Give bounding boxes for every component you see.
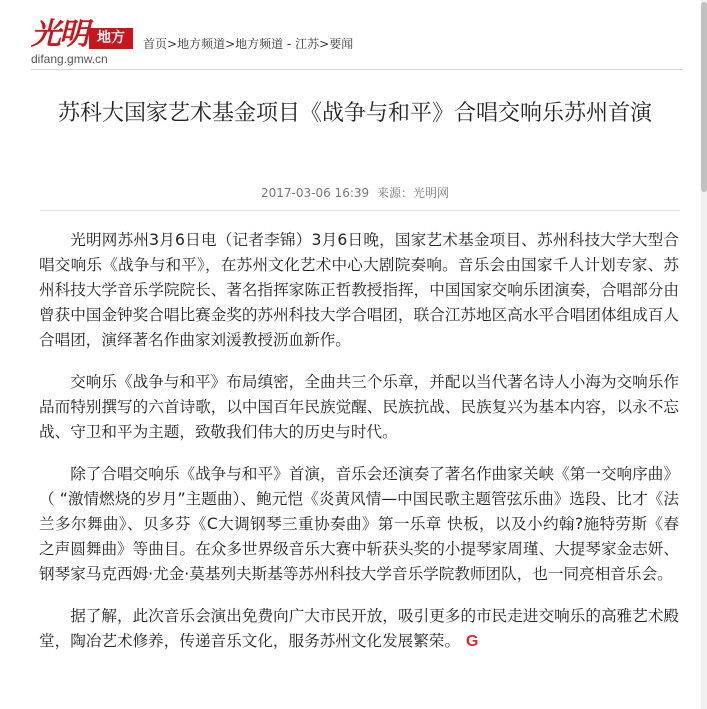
breadcrumb [143, 36, 353, 52]
breadcrumb-separator: > [167, 37, 178, 51]
breadcrumb-news[interactable]: 要闻 [329, 37, 354, 51]
logo-domain: difang.gmw.cn [31, 52, 108, 66]
article-body [39, 228, 679, 671]
page-scrollbar[interactable] [701, 0, 707, 709]
meta-divider [40, 210, 680, 211]
breadcrumb-home[interactable]: 首页 [143, 37, 168, 51]
header-divider [31, 69, 682, 70]
breadcrumb-separator: > [319, 37, 330, 51]
breadcrumb-jiangsu[interactable]: 地方频道 - 江苏 [235, 37, 320, 51]
logo-channel-badge: 地方 [89, 28, 133, 49]
site-logo[interactable] [31, 18, 135, 66]
article-title: 苏科大国家艺术基金项目《战争与和平》合唱交响乐苏州首演 [57, 101, 652, 126]
logo-brand-text: 光明 [31, 17, 87, 52]
article-paragraph-last [39, 604, 679, 654]
article-paragraph: 交响乐《战争与和平》布局缜密，全曲共三个乐章，并配以当代著名诗人小海为交响乐作品而特别撰写的六首诗歌，以中国百年民族觉醒、民族抗战、民族复兴为基本内容，以永不忘战、守卫和平为主题，致敬我们伟大的历史与时代。 [39, 373, 679, 441]
scrollbar-thumb[interactable] [701, 2, 707, 192]
article-meta [31, 184, 679, 202]
article-paragraph: 光明网苏州3月6日电（记者李锦）3月6日晚，国家艺术基金项目、苏州科技大学大型合唱交响乐《战争与和平》，在苏州文化艺术中心大剧院奏响。音乐会由国家千人计划专家、苏州科技大学音乐学院院长、著名指挥家陈正哲教授指挥，中国国家交响乐团演奏，合唱部分由曾获中国金钟奖合唱比赛金奖的苏州科技大学合唱团，联合江苏地区高水平合唱团体组成百人合唱团，演绎著名作曲家刘湲教授沥血新作。 [39, 231, 679, 349]
article-paragraph: 除了合唱交响乐《战争与和平》首演，音乐会还演奏了著名作曲家关峡《第一交响序曲》（ “激情燃烧的岁月”主题曲）、鲍元恺《炎黄风情—中国民歌主题管弦乐曲》选段、比才《法兰多尔舞曲》、贝多芬《C大调钢琴三重协奏曲》第一乐章 快板，以及小约翰?施特劳斯《春之声圆舞曲》等曲目。在众多世界级音乐大赛中斩获头奖的小提琴家周瑾、大提琴家金志妍、钢琴家马克西姆·尤金·莫基列夫斯基等苏州科技大学音乐学院教师团队，也一同亮相音乐会。 [39, 465, 679, 583]
breadcrumb-separator: > [225, 37, 236, 51]
article-date: 2017-03-06 16:39 [261, 186, 370, 200]
gmw-end-icon: G [466, 633, 479, 650]
article-source[interactable]: 来源：光明网 [376, 186, 449, 200]
article-paragraph-text: 据了解，此次音乐会演出免费向广大市民开放，吸引更多的市民走进交响乐的高雅艺术殿堂，陶冶艺术修养，传递音乐文化，服务苏州文化发展繁荣。 [39, 607, 679, 650]
site-header [0, 0, 707, 70]
breadcrumb-local-channel[interactable]: 地方频道 [177, 37, 226, 51]
